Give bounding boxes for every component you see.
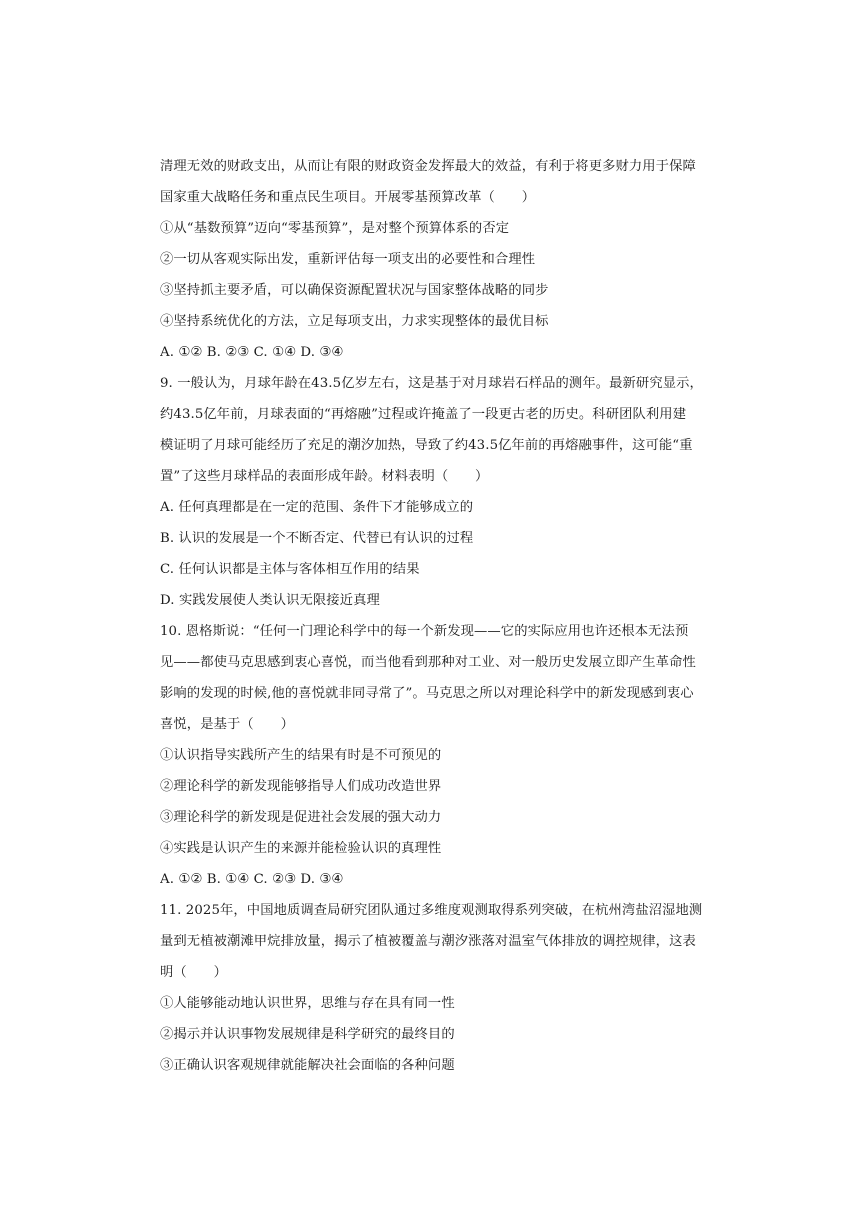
question-10: 10. 恩格斯说：“任何一门理论科学中的每一个新发现——它的实际应用也许还根本无法预 bbox=[160, 624, 689, 639]
answer-choices: A. ①② B. ②③ C. ①④ D. ③④ bbox=[160, 345, 344, 360]
document-page bbox=[160, 151, 720, 1081]
option-line: ②理论科学的新发现能够指导人们成功改造世界 bbox=[160, 779, 442, 794]
option-line: ④坚持系统优化的方法，立足每项支出，力求实现整体的最优目标 bbox=[160, 314, 549, 329]
question-9: 9. 一般认为，月球年龄在43.5亿岁左右，这是基于对月球岩石样品的测年。最新研究显示， bbox=[160, 376, 703, 391]
text-line: 清理无效的财政支出，从而让有限的财政资金发挥最大的效益，有利于将更多财力用于保障 bbox=[160, 159, 696, 174]
text-line: 喜悦，是基于（ ） bbox=[160, 717, 294, 732]
text-line: 明（ ） bbox=[160, 965, 227, 980]
option-line: ①人能够能动地认识世界，思维与存在具有同一性 bbox=[160, 996, 455, 1011]
text-line: 置”了这些月球样品的表面形成年龄。材料表明（ ） bbox=[160, 469, 489, 484]
answer-choice-b: B. 认识的发展是一个不断否定、代替已有认识的过程 bbox=[160, 531, 474, 546]
option-line: ③坚持抓主要矛盾，可以确保资源配置状况与国家整体战略的同步 bbox=[160, 283, 549, 298]
text-line: 影响的发现的时候,他的喜悦就非同寻常了”。马克思之所以对理论科学中的新发现感到衷心 bbox=[160, 686, 694, 701]
option-line: ③理论科学的新发现是促进社会发展的强大动力 bbox=[160, 810, 442, 825]
answer-choice-c: C. 任何认识都是主体与客体相互作用的结果 bbox=[160, 562, 420, 577]
question-11: 11. 2025年，中国地质调查局研究团队通过多维度观测取得系列突破，在杭州湾盐沼湿地测 bbox=[160, 903, 703, 918]
answer-choices: A. ①② B. ①④ C. ②③ D. ③④ bbox=[160, 872, 344, 887]
text-line: 量到无植被潮滩甲烷排放量，揭示了植被覆盖与潮汐涨落对温室气体排放的调控规律，这表 bbox=[160, 934, 696, 949]
answer-choice-d: D. 实践发展使人类认识无限接近真理 bbox=[160, 593, 380, 608]
text-line: 国家重大战略任务和重点民生项目。开展零基预算改革（ ） bbox=[160, 190, 536, 205]
option-line: ④实践是认识产生的来源并能检验认识的真理性 bbox=[160, 841, 442, 856]
option-line: ③正确认识客观规律就能解决社会面临的各种问题 bbox=[160, 1058, 455, 1073]
text-line: 见——都使马克思感到衷心喜悦，而当他看到那种对工业、对一般历史发展立即产生革命性 bbox=[160, 655, 696, 670]
option-line: ②揭示并认识事物发展规律是科学研究的最终目的 bbox=[160, 1027, 455, 1042]
option-line: ①认识指导实践所产生的结果有时是不可预见的 bbox=[160, 748, 442, 763]
text-line: 约43.5亿年前，月球表面的“再熔融”过程或许掩盖了一段更古老的历史。科研团队利用建 bbox=[160, 407, 687, 422]
answer-choice-a: A. 任何真理都是在一定的范围、条件下才能够成立的 bbox=[160, 500, 474, 515]
text-line: 模证明了月球可能经历了充足的潮汐加热，导致了约43.5亿年前的再熔融事件，这可能“重 bbox=[160, 438, 693, 453]
option-line: ①从“基数预算”迈向“零基预算”，是对整个预算体系的否定 bbox=[160, 221, 510, 236]
option-line: ②一切从客观实际出发，重新评估每一项支出的必要性和合理性 bbox=[160, 252, 536, 267]
